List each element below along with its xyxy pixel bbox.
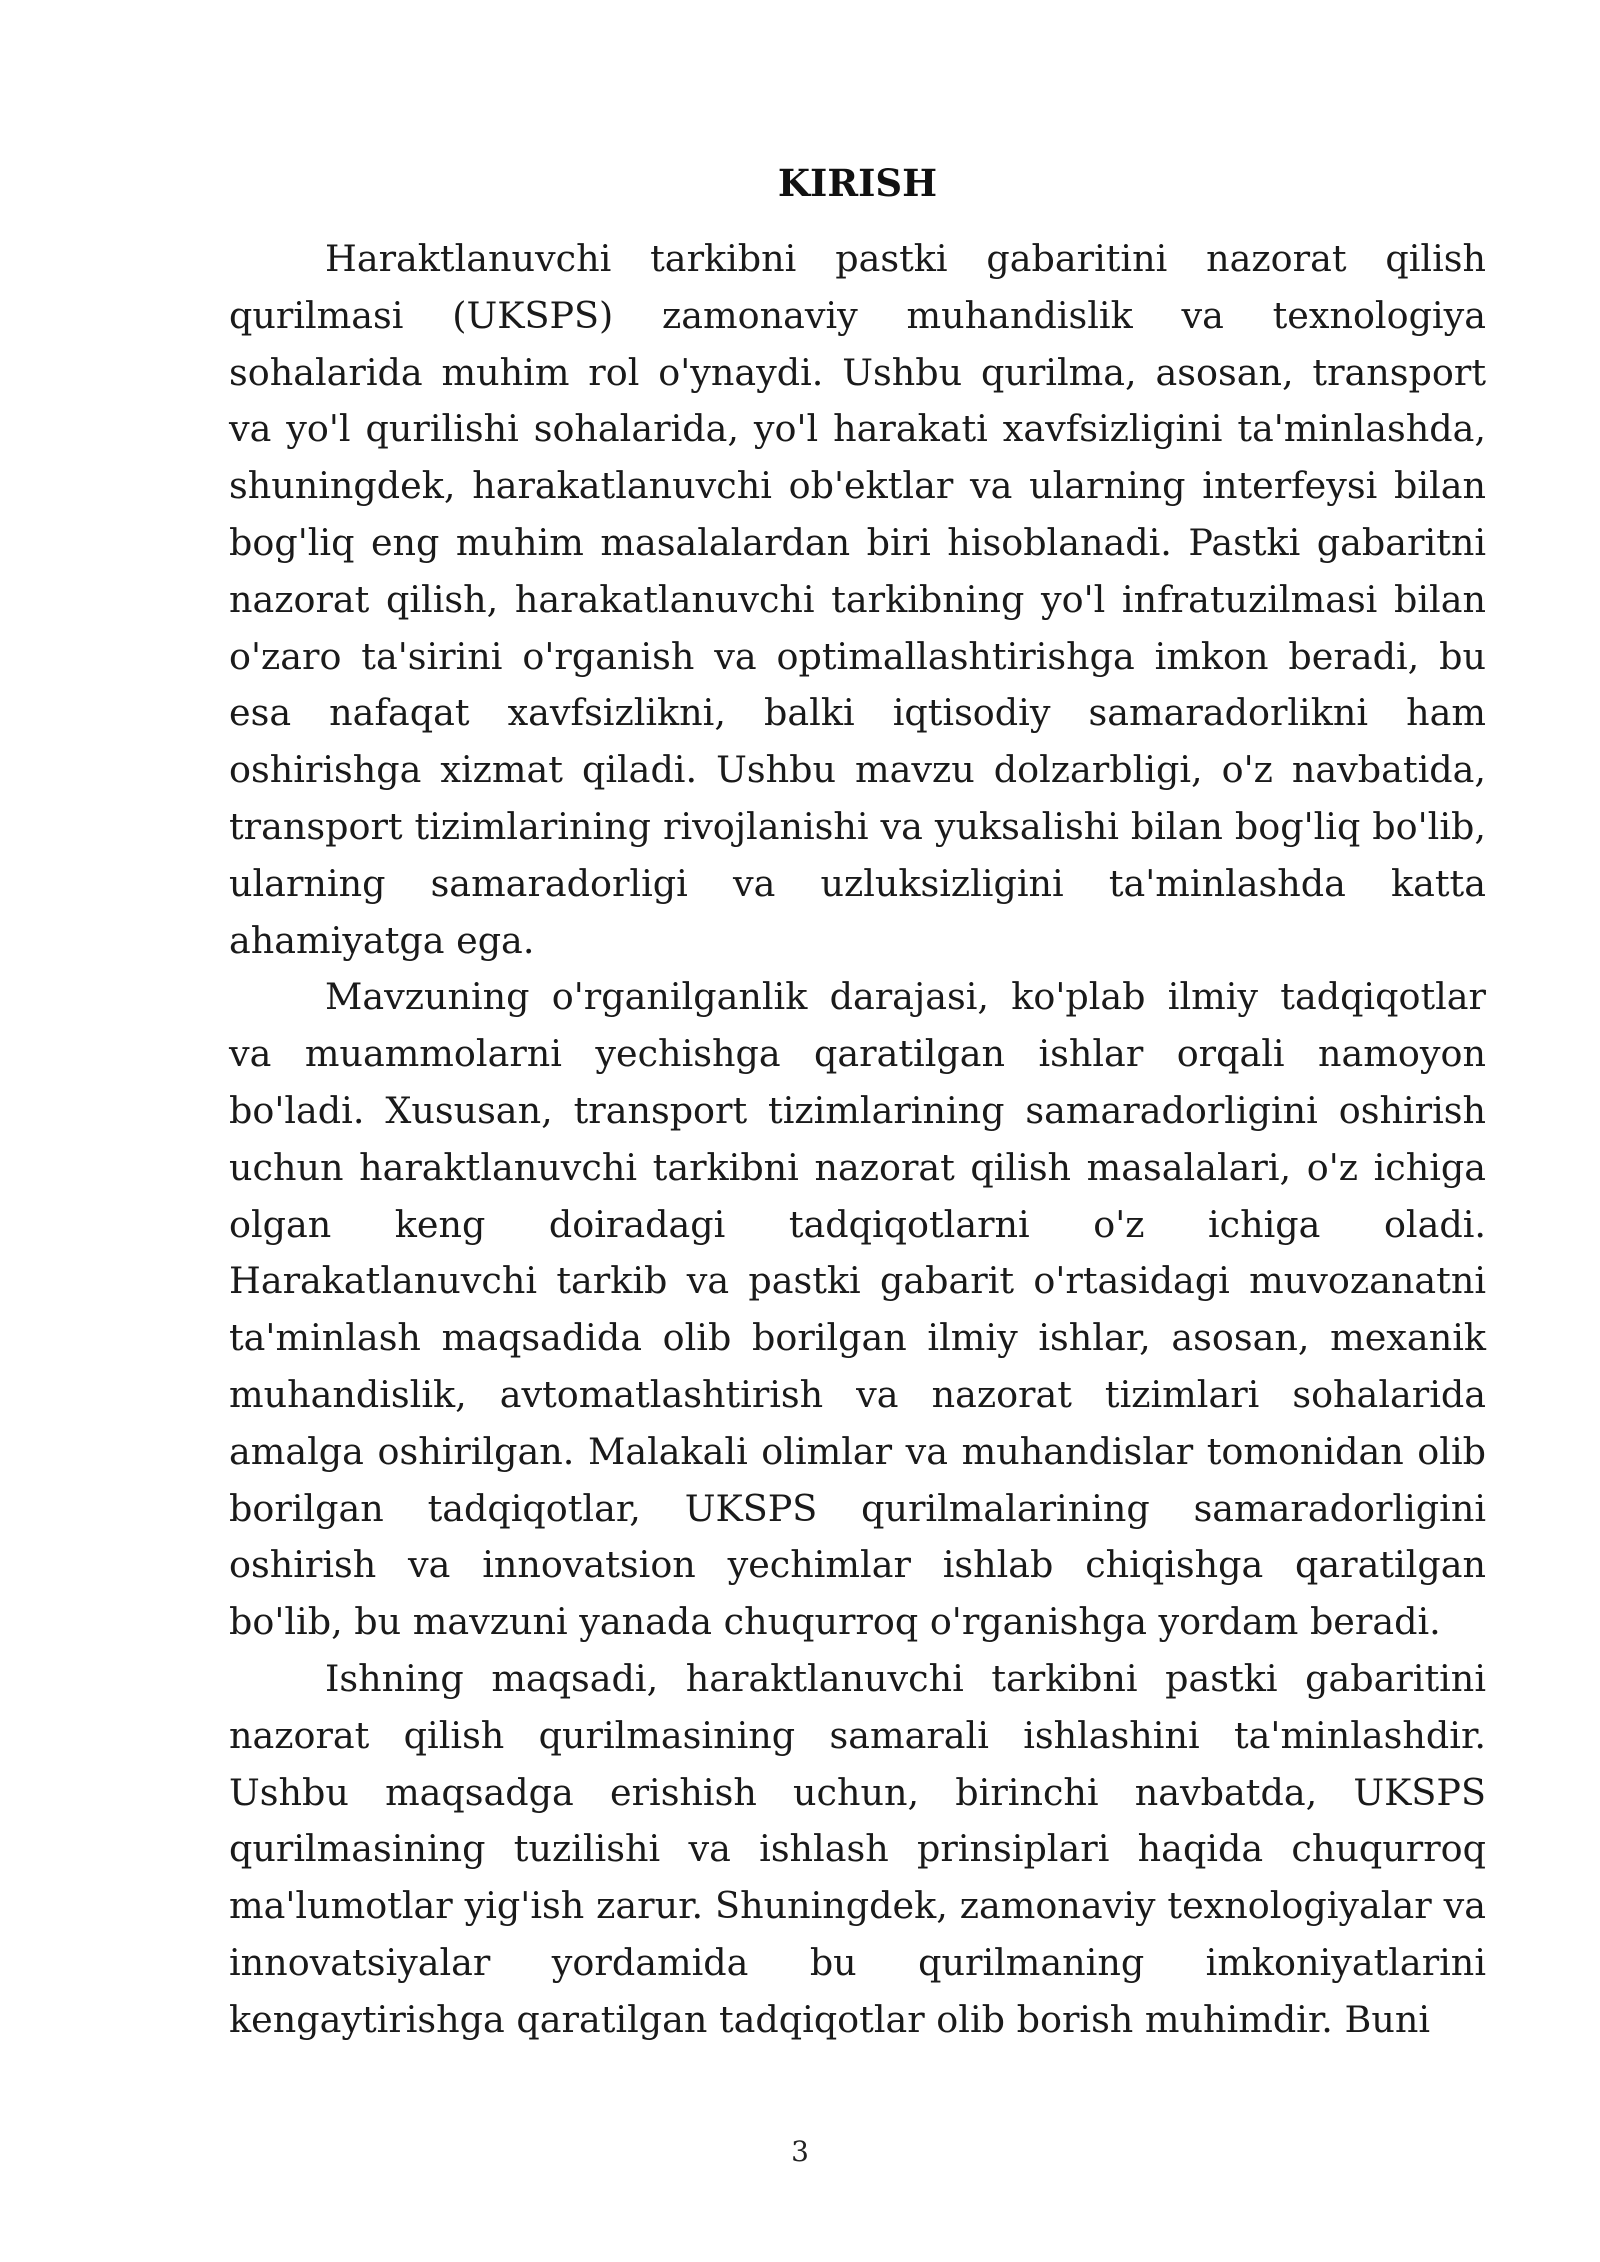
page-number: 3	[791, 2135, 809, 2168]
page-content	[229, 148, 1486, 2049]
paragraph-goal: Ishning maqsadi, haraktlanuvchi tarkibni pastki gabaritini nazorat qilish qurilmasining samarali ishlashini ta'minlashdir. Ushbu maqsadga erishish uchun, birinchi navbatda, UKSPS qurilmasining tuzilishi va ishlash prinsiplari haqida chuqurroq ma'lumotlar yig'ish zarur. Shuningdek, zamonaviy texnologiyalar va innovatsiyalar yordamida bu qurilmaning imkoniyatlarini kengaytirishga qaratilgan tadqiqotlar olib borish muhimdir. Buni	[229, 1656, 1486, 2041]
paragraph-study-level: Mavzuning o'rganilganlik darajasi, ko'plab ilmiy tadqiqotlar va muammolarni yechishga qaratilgan ishlar orqali namoyon bo'ladi. Xususan, transport tizimlarining samaradorligini oshirish uchun haraktlanuvchi tarkibni nazorat qilish masalalari, o'z ichiga olgan keng doiradagi tadqiqotlarni o'z ichiga oladi. Harakatlanuvchi tarkib va pastki gabarit o'rtasidagi muvozanatni ta'minlash maqsadida olib borilgan ilmiy ishlar, asosan, mexanik muhandislik, avtomatlashtirish va nazorat tizimlari sohalarida amalga oshirilgan. Malakali olimlar va muhandislar tomonidan olib borilgan tadqiqotlar, UKSPS qurilmalarining samaradorligini oshirish va innovatsion yechimlar ishlab chiqishga qaratilgan bo'lib, bu mavzuni yanada chuqurroq o'rganishga yordam beradi.	[229, 975, 1486, 1644]
section-title: KIRISH	[777, 161, 938, 205]
paragraph-relevance: Haraktlanuvchi tarkibni pastki gabaritini nazorat qilish qurilmasi (UKSPS) zamonaviy muhandislik va texnologiya sohalarida muhim rol o'ynaydi. Ushbu qurilma, asosan, transport va yo'l qurilishi sohalarida, yo'l harakati xavfsizligini ta'minlashda, shuningdek, harakatlanuvchi ob'ektlar va ularning interfeysi bilan bog'liq eng muhim masalalardan biri hisoblanadi. Pastki gabaritni nazorat qilish, harakatlanuvchi tarkibning yo'l infratuzilmasi bilan o'zaro ta'sirini o'rganish va optimallashtirishga imkon beradi, bu esa nafaqat xavfsizlikni, balki iqtisodiy samaradorlikni ham oshirishga xizmat qiladi. Ushbu mavzu dolzarbligi, o'z navbatida, transport tizimlarining rivojlanishi va yuksalishi bilan bog'liq bo'lib, ularning samaradorligi va uzluksizligini ta'minlashda katta ahamiyatga ega.	[229, 237, 1486, 962]
